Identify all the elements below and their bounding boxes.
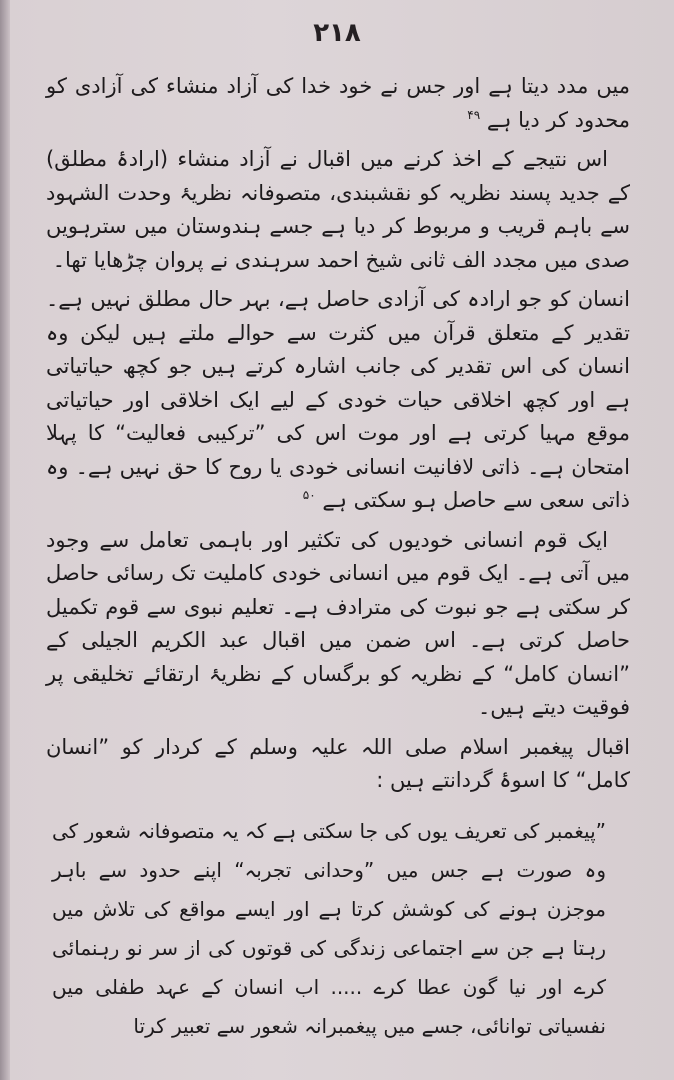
paragraph-5-text: اقبال پیغمبر اسلام صلی اللہ علیہ وسلم کے کردار کو ”انسان کامل“ کا اسوۂ گردانتے ہیں : bbox=[46, 734, 630, 792]
paragraph-3 bbox=[46, 283, 630, 518]
paragraph-4 bbox=[46, 524, 630, 725]
paragraph-5 bbox=[46, 731, 630, 798]
footnote-marker: ۵۰ bbox=[302, 488, 316, 502]
page-binding-edge bbox=[0, 0, 10, 1080]
block-quote bbox=[46, 812, 630, 1046]
page-number: ۲۱۸ bbox=[313, 18, 361, 48]
paragraph-2 bbox=[46, 143, 630, 277]
paragraph-2-text: اس نتیجے کے اخذ کرنے میں اقبال نے آزاد منشاء (ارادۂ مطلق) کے جدید پسند نظریہ کو نقشبندی، متصوفانہ نظریۂ وحدت الشہود سے باہم قریب و مربوط کر دیا ہے جسے ہندوستان میں سترہویں صدی میں مجدد الف ثانی شیخ احمد سرہندی نے پروان چڑھایا تھا۔ bbox=[46, 147, 630, 272]
paragraph-1 bbox=[46, 70, 630, 137]
paragraph-1-text: میں مدد دیتا ہے اور جس نے خود خدا کی آزاد منشاء کی آزادی کو محدود کر دیا ہے bbox=[46, 74, 630, 132]
paragraph-4-text: ایک قوم انسانی خودیوں کی تکثیر اور باہمی تعامل سے وجود میں آتی ہے۔ ایک قوم میں انسانی خودی کاملیت تک رسائی حاصل کر سکتی ہے جو نبوت کی مترادف ہے۔ تعلیم نبوی سے قوم تکمیل حاصل کرتی ہے۔ اس ضمن میں اقبال عبد الکریم الجیلی کے ”انسان کامل“ کے نظریہ کو برگساں کے نظریۂ ارتقائے تخلیقی پر فوقیت دیتے ہیں۔ bbox=[46, 527, 630, 719]
block-quote-text: ”پیغمبر کی تعریف یوں کی جا سکتی ہے کہ یہ متصوفانہ شعور کی وہ صورت ہے جس میں ”وحدانی تجربہ“ اپنے حدود سے باہر موجزن ہونے کی کوشش کرتا ہے اور ایسے مواقع کی تلاش میں رہتا ہے جن سے اجتماعی زندگی کی قوتوں کی از سر نو رہنمائی کرے اور نیا گون عطا کرے ..... اب انسان کے عہد طفلی میں نفسیاتی توانائی، جسے میں پیغمبرانہ شعور سے تعبیر کرتا bbox=[52, 818, 606, 1038]
page-body bbox=[46, 70, 630, 1046]
paragraph-3-text: انسان کو جو ارادہ کی آزادی حاصل ہے، بہر حال مطلق نہیں ہے۔ تقدیر کے متعلق قرآن میں کثرت سے حوالے ملتے ہیں لیکن وہ انسان کی اس تقدیر کی جانب اشارہ کرتے ہیں جو کچھ حیاتیاتی ہے اور کچھ اخلاقی حیات خودی کے لیے ایک اخلاقی اور حیاتیاتی موقع مہیا کرتی ہے اور موت اس کی ”ترکیبی فعالیت“ کا پہلا امتحان ہے۔ ذاتی لافانیت انسانی خودی یا روح کا حق نہیں ہے۔ وہ ذاتی سعی سے حاصل ہو سکتی ہے bbox=[46, 287, 630, 512]
footnote-marker: ۴۹ bbox=[467, 107, 481, 122]
